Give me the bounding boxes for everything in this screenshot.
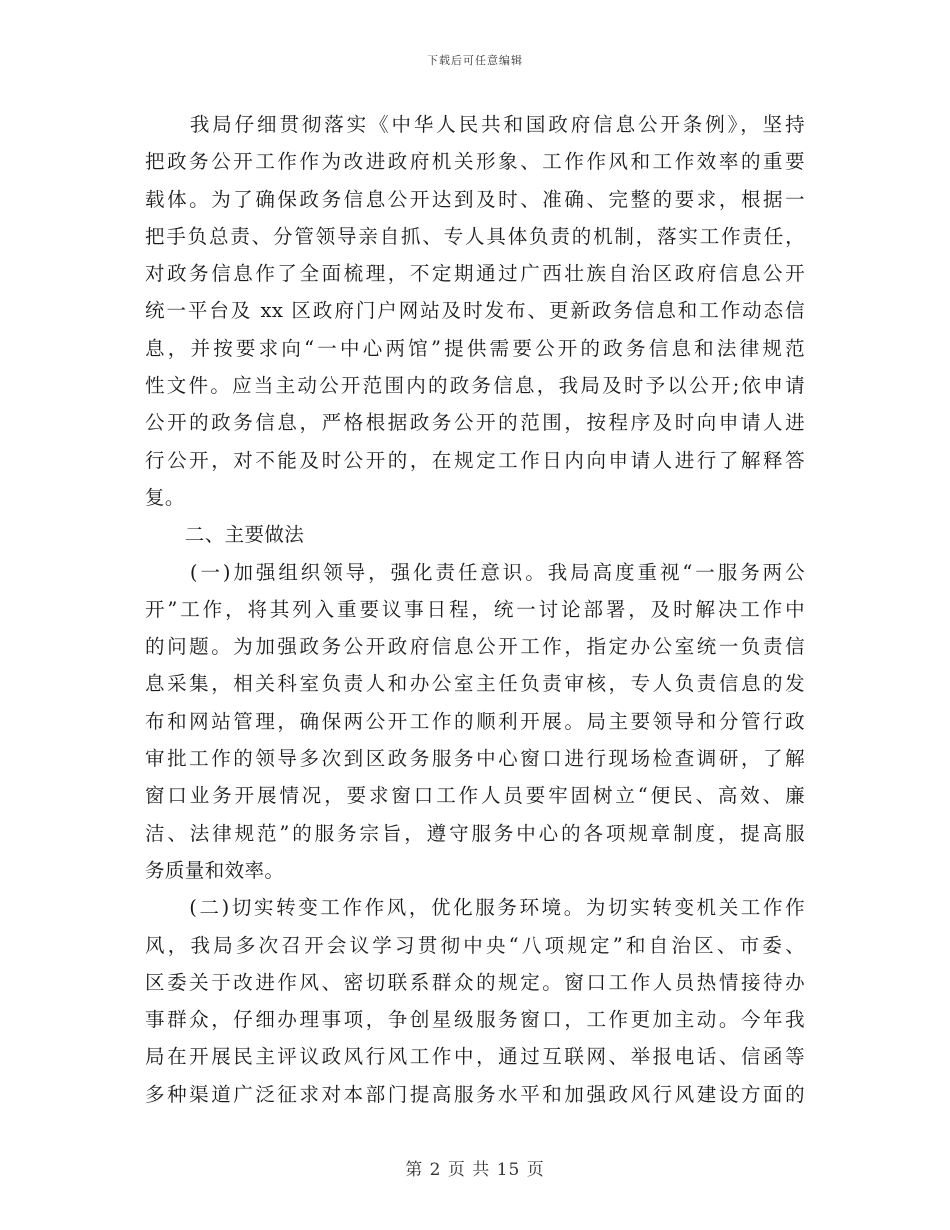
text-line: 务质量和效率。	[145, 858, 285, 882]
text-line: 洁、法律规范”的服务宗旨，遵守服务中心的各项规章制度，提高服	[145, 821, 805, 845]
text-line: 息，并按要求向“一中心两馆”提供需要公开的政务信息和法律规范	[145, 336, 805, 360]
text-line: 局在开展民主评议政风行风工作中，通过互联网、举报电话、信函等	[145, 1045, 805, 1069]
text-line: 把政务公开工作作为改进政府机关形象、工作作风和工作效率的重要	[145, 150, 805, 174]
paragraph-section-2	[145, 889, 805, 1113]
text-line: 公开的政务信息，严格根据政务公开的范围，按程序及时向申请人进	[145, 411, 805, 435]
heading-text: 二、主要做法	[145, 523, 305, 547]
text-line: 把手负总责、分管领导亲自抓、专人具体负责的机制，落实工作责任，	[145, 224, 805, 248]
text-line: (一)加强组织领导，强化责任意识。我局高度重视“一服务两公	[145, 560, 805, 584]
text-line: 对政务信息作了全面梳理，不定期通过广西壮族自治区政府信息公开	[145, 262, 805, 286]
text-line: 统一平台及 xx 区政府门户网站及时发布、更新政务信息和工作动态信	[145, 299, 805, 323]
text-line: 事群众，仔细办理事项，争创星级服务窗口，工作更加主动。今年我	[145, 1008, 805, 1032]
text-line: 载体。为了确保政务信息公开达到及时、准确、完整的要求，根据一	[145, 187, 805, 211]
section-heading	[145, 516, 805, 553]
text-line: 风，我局多次召开会议学习贯彻中央“八项规定”和自治区、市委、	[145, 933, 805, 957]
text-line: 行公开，对不能及时公开的，在规定工作日内向申请人进行了解释答	[145, 448, 805, 472]
text-line: (二)切实转变工作作风，优化服务环境。为切实转变机关工作作	[145, 896, 805, 920]
text-line: 复。	[145, 485, 185, 509]
text-line: 布和网站管理，确保两公开工作的顺利开展。局主要领导和分管行政	[145, 709, 805, 733]
text-line: 的问题。为加强政务公开政府信息公开工作，指定办公室统一负责信	[145, 635, 805, 659]
text-line: 审批工作的领导多次到区政务服务中心窗口进行现场检查调研，了解	[145, 747, 805, 771]
paragraph-intro	[145, 106, 805, 516]
page-header: 下载后可任意编辑	[427, 54, 523, 67]
text-line: 区委关于改进作风、密切联系群众的规定。窗口工作人员热情接待办	[145, 970, 805, 994]
text-line: 息采集，相关科室负责人和办公室主任负责审核，专人负责信息的发	[145, 672, 805, 696]
text-line: 性文件。应当主动公开范围内的政务信息，我局及时予以公开;依申请	[145, 374, 805, 398]
text-line: 开”工作，将其列入重要议事日程，统一讨论部署，及时解决工作中	[145, 597, 805, 621]
text-line: 多种渠道广泛征求对本部门提高服务水平和加强政风行风建设方面的	[145, 1082, 805, 1106]
text-line: 窗口业务开展情况，要求窗口工作人员要牢固树立“便民、高效、廉	[145, 784, 805, 808]
paragraph-section-1	[145, 554, 805, 890]
page-number: 第 2 页 共 15 页	[405, 1160, 545, 1180]
document-body	[145, 106, 805, 1113]
text-line: 我局仔细贯彻落实《中华人民共和国政府信息公开条例》，坚持	[145, 113, 805, 136]
